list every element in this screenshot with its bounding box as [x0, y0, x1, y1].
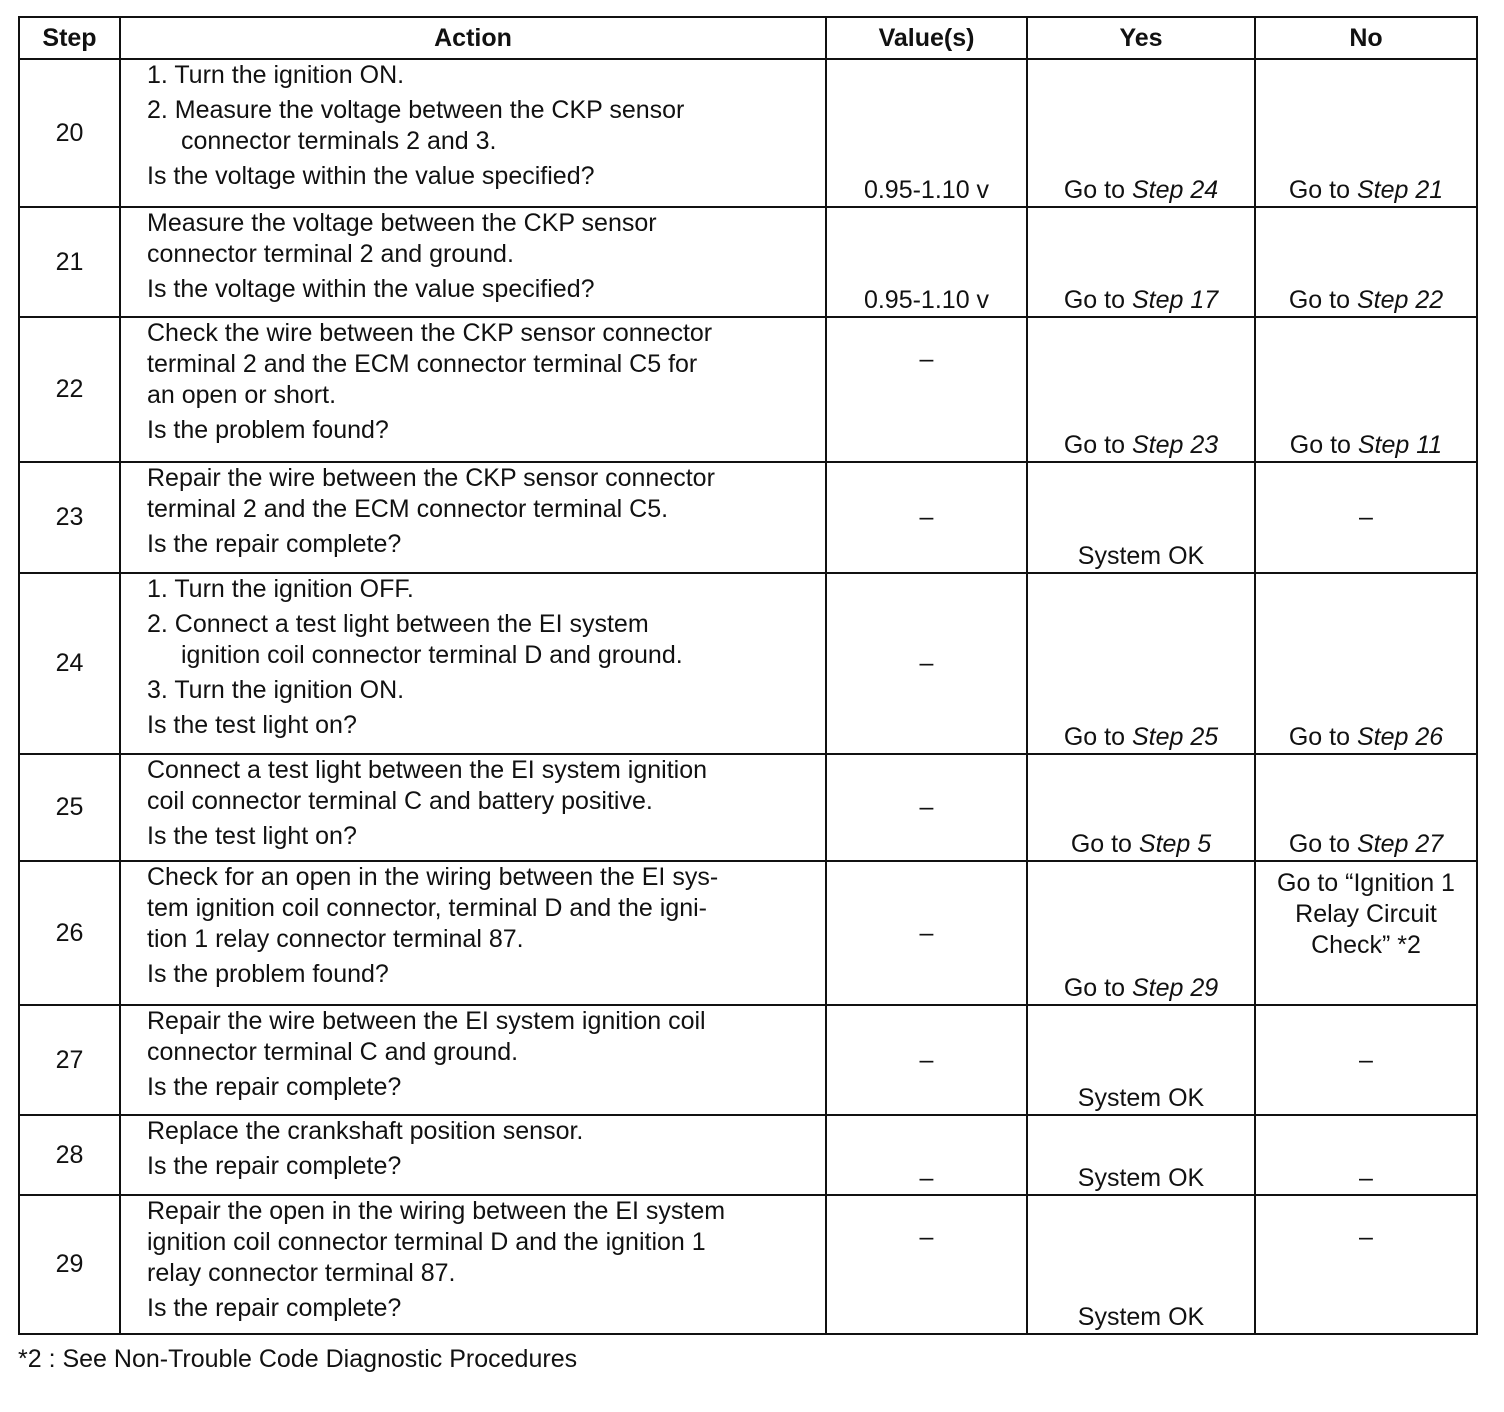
action-line: 3. Turn the ignition ON. — [147, 676, 405, 704]
step-number: 25 — [19, 754, 120, 861]
no-line: Check” *2 — [1311, 931, 1421, 959]
action-line: connector terminal 2 and ground. — [147, 240, 514, 268]
action-line: terminal 2 and the ECM connector terminal C5. — [147, 495, 669, 523]
header-row — [19, 17, 1477, 59]
action-line: Check for an open in the wiring between the EI sys- — [147, 863, 719, 891]
action-question: Is the problem found? — [147, 960, 389, 988]
action-line: Measure the voltage between the CKP sensor — [147, 209, 657, 237]
footnote: *2 : See Non-Trouble Code Diagnostic Procedures — [18, 1345, 578, 1373]
value-cell: 0.95-1.10 v — [826, 207, 1027, 317]
header-no: No — [1255, 17, 1477, 59]
action-cell — [120, 861, 826, 1005]
table-row — [19, 207, 1477, 317]
yes-step-link: Step 5 — [1138, 830, 1212, 858]
yes-cell: System OK — [1027, 1195, 1255, 1334]
table-row — [19, 59, 1477, 207]
table-row — [19, 462, 1477, 573]
action-cell — [120, 317, 826, 462]
no-prefix: Go to — [1288, 286, 1357, 314]
action-cell — [120, 1115, 826, 1195]
no-step-link: Step 27 — [1356, 830, 1444, 858]
action-cell — [120, 59, 826, 207]
value-cell: – — [826, 1115, 1027, 1195]
yes-step-link: Step 24 — [1131, 176, 1219, 204]
yes-cell — [1027, 754, 1255, 861]
value-cell: – — [826, 317, 1027, 462]
header-action: Action — [120, 17, 826, 59]
no-prefix: Go to — [1289, 431, 1358, 459]
action-line: connector terminal C and ground. — [147, 1038, 519, 1066]
yes-cell: System OK — [1027, 1115, 1255, 1195]
action-line: coil connector terminal C and battery positive. — [147, 787, 653, 815]
step-number: 23 — [19, 462, 120, 573]
action-line: relay connector terminal 87. — [147, 1259, 456, 1287]
diagnostic-table — [18, 16, 1478, 1335]
header-values: Value(s) — [826, 17, 1027, 59]
table-row — [19, 1195, 1477, 1334]
yes-cell — [1027, 861, 1255, 1005]
yes-step-link: Step 29 — [1131, 974, 1219, 1002]
no-step-link: Step 11 — [1357, 431, 1443, 459]
yes-cell: System OK — [1027, 1005, 1255, 1115]
yes-prefix: Go to — [1070, 830, 1139, 858]
action-cell — [120, 1005, 826, 1115]
no-cell — [1255, 861, 1477, 1005]
action-line: Repair the open in the wiring between the EI system — [147, 1197, 726, 1225]
no-cell — [1255, 207, 1477, 317]
action-line: Connect a test light between the EI system ignition — [147, 756, 708, 784]
no-step-link: Step 22 — [1356, 286, 1444, 314]
table-row — [19, 1115, 1477, 1195]
table-row — [19, 861, 1477, 1005]
no-prefix: Go to — [1288, 830, 1357, 858]
value-cell: – — [826, 462, 1027, 573]
table-row — [19, 317, 1477, 462]
action-cell — [120, 1195, 826, 1334]
action-question: Is the test light on? — [147, 822, 357, 850]
yes-step-link: Step 17 — [1131, 286, 1219, 314]
yes-prefix: Go to — [1063, 723, 1132, 751]
step-number: 21 — [19, 207, 120, 317]
yes-cell — [1027, 59, 1255, 207]
action-line: ignition coil connector terminal D and the ignition 1 — [147, 1228, 706, 1256]
action-question: Is the repair complete? — [147, 1152, 402, 1180]
header-step: Step — [19, 17, 120, 59]
action-cell — [120, 754, 826, 861]
no-cell: – — [1255, 1195, 1477, 1334]
value-cell: – — [826, 1005, 1027, 1115]
header-yes: Yes — [1027, 17, 1255, 59]
table-row — [19, 1005, 1477, 1115]
step-number: 26 — [19, 861, 120, 1005]
action-line: ignition coil connector terminal D and ground. — [181, 641, 683, 669]
action-question: Is the problem found? — [147, 416, 389, 444]
step-number: 29 — [19, 1195, 120, 1334]
yes-prefix: Go to — [1063, 176, 1132, 204]
no-cell — [1255, 754, 1477, 861]
value-cell: – — [826, 1195, 1027, 1334]
no-step-link: Step 21 — [1356, 176, 1444, 204]
action-line: Replace the crankshaft position sensor. — [147, 1117, 584, 1145]
action-line: 1. Turn the ignition ON. — [147, 61, 405, 89]
action-line: 2. Measure the voltage between the CKP sensor — [147, 96, 685, 124]
yes-prefix: Go to — [1063, 286, 1132, 314]
step-number: 24 — [19, 573, 120, 754]
action-question: Is the repair complete? — [147, 1294, 402, 1322]
table-row — [19, 573, 1477, 754]
action-line: tem ignition coil connector, terminal D and the igni- — [147, 894, 708, 922]
action-question: Is the voltage within the value specified? — [147, 162, 595, 190]
value-cell: – — [826, 754, 1027, 861]
no-step-link: Step 26 — [1356, 723, 1444, 751]
step-number: 28 — [19, 1115, 120, 1195]
yes-prefix: Go to — [1063, 974, 1132, 1002]
step-number: 27 — [19, 1005, 120, 1115]
action-question: Is the voltage within the value specified? — [147, 275, 595, 303]
table-row — [19, 754, 1477, 861]
step-number: 20 — [19, 59, 120, 207]
yes-step-link: Step 23 — [1131, 431, 1219, 459]
no-prefix: Go to — [1288, 723, 1357, 751]
no-cell — [1255, 59, 1477, 207]
no-cell — [1255, 573, 1477, 754]
no-line: Relay Circuit — [1295, 900, 1437, 928]
action-line: Check the wire between the CKP sensor connector — [147, 319, 713, 347]
action-cell — [120, 207, 826, 317]
action-cell — [120, 462, 826, 573]
action-line: 2. Connect a test light between the EI system — [147, 610, 649, 638]
action-line: tion 1 relay connector terminal 87. — [147, 925, 524, 953]
action-line: connector terminals 2 and 3. — [181, 127, 497, 155]
action-line: Repair the wire between the EI system ignition coil — [147, 1007, 706, 1035]
action-line: an open or short. — [147, 381, 337, 409]
yes-cell — [1027, 207, 1255, 317]
action-line: 1. Turn the ignition OFF. — [147, 575, 414, 603]
action-question: Is the repair complete? — [147, 1073, 402, 1101]
action-question: Is the repair complete? — [147, 530, 402, 558]
no-cell: – — [1255, 1115, 1477, 1195]
value-cell: 0.95-1.10 v — [826, 59, 1027, 207]
yes-cell — [1027, 573, 1255, 754]
no-cell: – — [1255, 462, 1477, 573]
no-prefix: Go to — [1288, 176, 1357, 204]
yes-prefix: Go to — [1063, 431, 1132, 459]
no-line: Go to — [1277, 869, 1339, 897]
yes-step-link: Step 25 — [1131, 723, 1219, 751]
no-line: “Ignition 1 — [1345, 869, 1455, 897]
no-cell — [1255, 317, 1477, 462]
action-line: terminal 2 and the ECM connector terminal C5 for — [147, 350, 698, 378]
no-cell: – — [1255, 1005, 1477, 1115]
action-line: Repair the wire between the CKP sensor connector — [147, 464, 715, 492]
action-cell — [120, 573, 826, 754]
step-number: 22 — [19, 317, 120, 462]
action-question: Is the test light on? — [147, 711, 357, 739]
value-cell: – — [826, 861, 1027, 1005]
yes-cell: System OK — [1027, 462, 1255, 573]
value-cell: – — [826, 573, 1027, 754]
yes-cell — [1027, 317, 1255, 462]
